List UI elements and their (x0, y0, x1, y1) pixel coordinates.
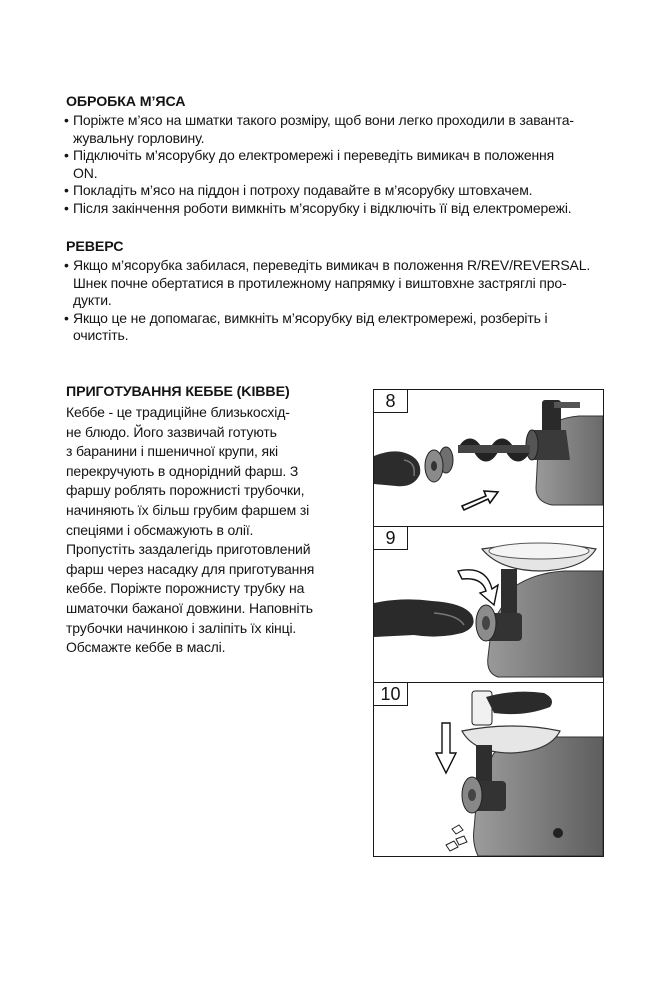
text-line: фаршу роблять порожнисті трубочки, (66, 482, 305, 499)
list-item-line: Підключіть м’ясорубку до електромережі і переведіть вимикач в положення (73, 147, 555, 163)
reverse-list (64, 257, 624, 345)
text-line: кеббе. Поріжте порожнисту трубку на (66, 580, 305, 597)
text-line: перекручують в однорідний фарш. З (66, 462, 299, 479)
kibbe-instructions (66, 403, 346, 658)
figure-8-panel (373, 389, 604, 527)
text-line: Обсмажте кеббе в маслі. (66, 639, 226, 656)
figure-number: 8 (374, 390, 408, 413)
text-line: Пропустіть заздалегідь приготовлений (66, 541, 311, 558)
list-item-line: дукти. (73, 292, 112, 308)
meat-processing-list (64, 112, 624, 217)
list-item: • Якщо це не допомагає, вимкніть м’ясорубку від електромережі, розберіть і очистіть. (64, 310, 624, 345)
text-line: фарш через насадку для приготування (66, 560, 315, 577)
text-line: не блюдо. Його зазвичай готують (66, 423, 277, 440)
section-title-reverse: РЕВЕРС (66, 239, 124, 255)
text-line: спеціями і обсмажують в олії. (66, 521, 254, 538)
text-line: трубочки начинкою і заліпіть їх кінці. (66, 619, 297, 636)
list-item-line: ON. (73, 164, 98, 181)
list-item-line: Після закінчення роботи вимкніть м’ясорубку і відключіть її від електромережі. (73, 199, 572, 216)
text-line: з баранини і пшеничної крупи, які (66, 443, 278, 460)
figure-number: 10 (374, 683, 408, 706)
section-title-kibbe: ПРИГОТУВАННЯ КЕББЕ (KIBBE) (66, 384, 290, 400)
meat-grinder-kibbe-nozzle-icon (374, 527, 603, 682)
text-line: шматочки бажаної довжини. Наповніть (66, 599, 313, 616)
meat-grinder-pusher-icon (374, 683, 603, 856)
list-item: • Якщо м’ясорубка забилася, переведіть вимикач в положення R/REV/REVERSAL. Шнек почне обертатися в протилежному напрямку і виштовхне застряглі про- дукти. (64, 257, 624, 310)
figure-9-panel (373, 526, 604, 683)
list-item-line: Поріжте м’ясо на шматки такого розміру, щоб вони легко проходили в заванта- (73, 112, 574, 128)
list-item: • Поріжте м’ясо на шматки такого розміру, щоб вони легко проходили в заванта- жувальну горловину. (64, 112, 624, 147)
list-item: • Покладіть м’ясо на піддон і потроху подавайте в м’ясорубку штовхачем. (64, 182, 624, 200)
list-item: • Після закінчення роботи вимкніть м’ясорубку і відключіть її від електромережі. (64, 200, 624, 218)
figure-number: 9 (374, 527, 408, 550)
list-item-line: очистіть. (73, 327, 129, 343)
text-line: начиняють їх більш грубим фаршем зі (66, 501, 310, 518)
list-item-line: Якщо м’ясорубка забилася, переведіть вимикач в положення R/REV/REVERSAL. (73, 257, 591, 273)
list-item: • Підключіть м’ясорубку до електромережі і переведіть вимикач в положення ON. (64, 147, 624, 182)
list-item-line: Покладіть м’ясо на піддон і потроху подавайте в м’ясорубку штовхачем. (73, 182, 533, 198)
figure-10-panel (373, 682, 604, 857)
list-item-line: жувальну горловину. (73, 129, 205, 146)
meat-grinder-assembly-icon (374, 390, 603, 526)
section-title-meat-processing: ОБРОБКА М’ЯСА (66, 94, 186, 110)
list-item-line: Шнек почне обертатися в протилежному напрямку і виштовхне застряглі про- (73, 274, 567, 291)
text-line: Кеббе - це традиційне близькосхід- (66, 404, 290, 420)
list-item-line: Якщо це не допомагає, вимкніть м’ясорубку від електромережі, розберіть і (73, 309, 548, 326)
